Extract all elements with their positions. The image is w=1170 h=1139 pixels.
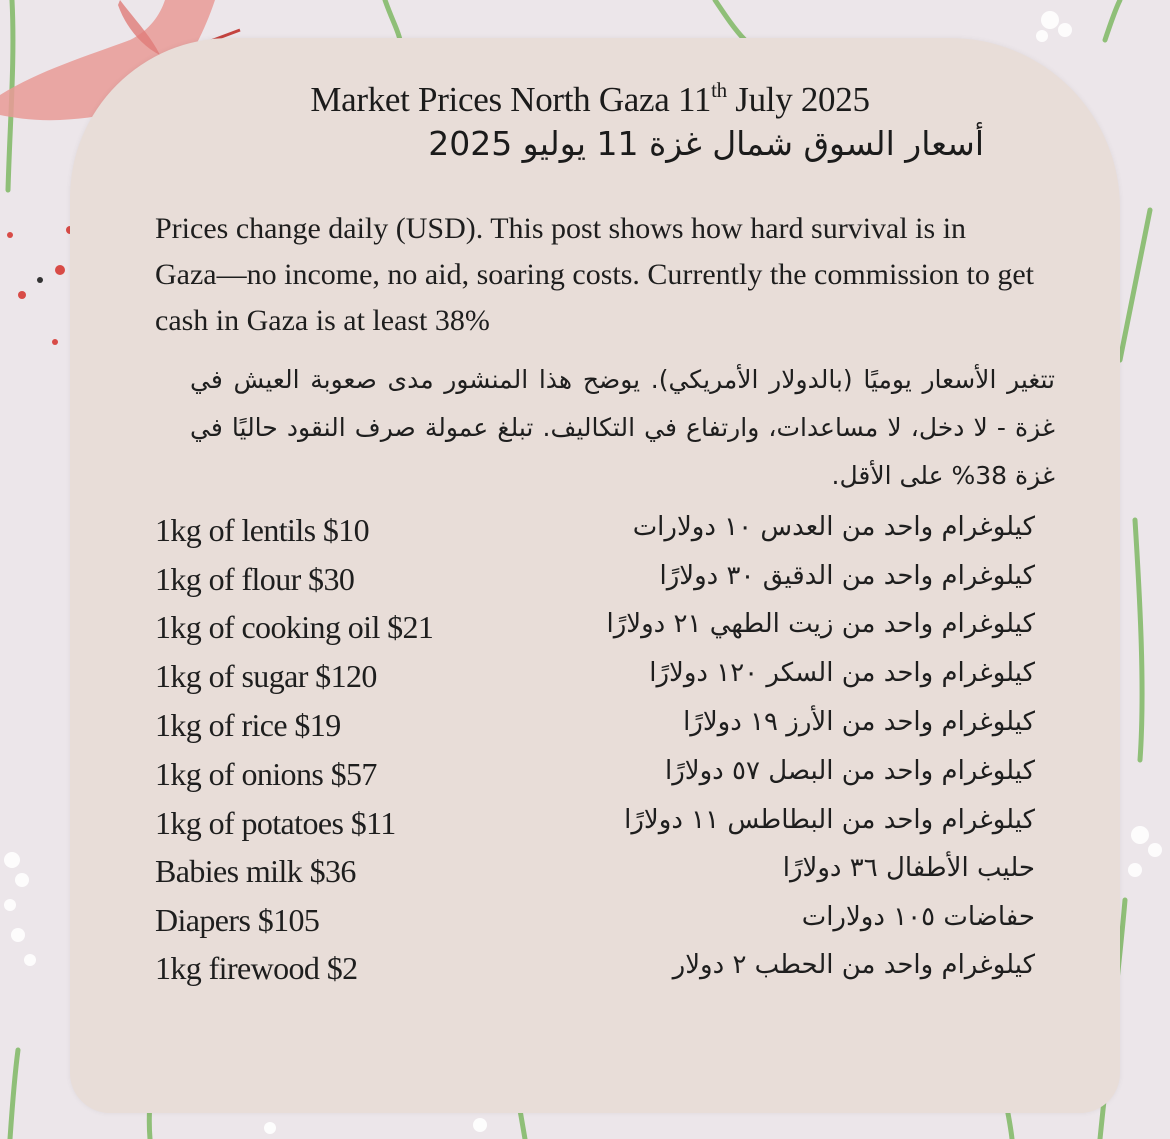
intro-english: Prices change daily (USD). This post shows how hard survival is in Gaza—no income, no aid, soaring costs. Currently the commission to get cash in Gaza is at least 38% xyxy=(155,212,1034,337)
price-arabic: كيلوغرام واحد من زيت الطهي ٢١ دولارًا xyxy=(606,609,1035,639)
title-superscript: th xyxy=(711,78,727,102)
price-arabic: كيلوغرام واحد من العدس ١٠ دولارات xyxy=(632,512,1035,542)
price-english: 1kg of onions $57 xyxy=(155,756,377,792)
price-row xyxy=(155,561,1035,609)
title-arabic: أسعار السوق شمال غزة 11 يوليو 2025 xyxy=(428,124,984,163)
price-english: 1kg of potatoes $11 xyxy=(155,805,396,841)
price-row xyxy=(155,805,1035,853)
price-arabic: كيلوغرام واحد من البصل ٥٧ دولارًا xyxy=(665,756,1035,786)
price-row xyxy=(155,756,1035,804)
price-english: 1kg of lentils $10 xyxy=(155,512,370,548)
price-row xyxy=(155,609,1035,657)
price-arabic: كيلوغرام واحد من الحطب ٢ دولار xyxy=(672,950,1035,980)
price-row xyxy=(155,853,1035,901)
price-arabic: كيلوغرام واحد من البطاطس ١١ دولارًا xyxy=(624,805,1035,835)
price-row xyxy=(155,707,1035,755)
price-arabic: حليب الأطفال ٣٦ دولارًا xyxy=(782,853,1035,883)
price-english: Babies milk $36 xyxy=(155,853,356,889)
price-arabic: كيلوغرام واحد من الدقيق ٣٠ دولارًا xyxy=(659,561,1035,591)
price-arabic: حفاضات ١٠٥ دولارات xyxy=(801,902,1035,932)
title-english: Market Prices North Gaza 11th July 2025 xyxy=(310,78,870,119)
price-arabic: كيلوغرام واحد من السكر ١٢٠ دولارًا xyxy=(649,658,1035,688)
price-english: Diapers $105 xyxy=(155,902,320,938)
price-row xyxy=(155,950,1035,998)
price-row xyxy=(155,512,1035,560)
price-english: 1kg of sugar $120 xyxy=(155,658,377,694)
price-row xyxy=(155,902,1035,950)
price-row xyxy=(155,658,1035,706)
price-english: 1kg of rice $19 xyxy=(155,707,341,743)
price-english: 1kg of cooking oil $21 xyxy=(155,609,434,645)
price-english: 1kg of flour $30 xyxy=(155,561,355,597)
price-arabic: كيلوغرام واحد من الأرز ١٩ دولارًا xyxy=(683,707,1035,737)
intro-arabic: تتغير الأسعار يوميًا (بالدولار الأمريكي). يوضح هذا المنشور مدى صعوبة العيش في غزة - لا دخل، لا مساعدات، وارتفاع في التكاليف. تبلغ عمولة صرف النقود حاليًا في غزة 38% على الأقل. xyxy=(190,365,1055,490)
price-english: 1kg firewood $2 xyxy=(155,950,358,986)
